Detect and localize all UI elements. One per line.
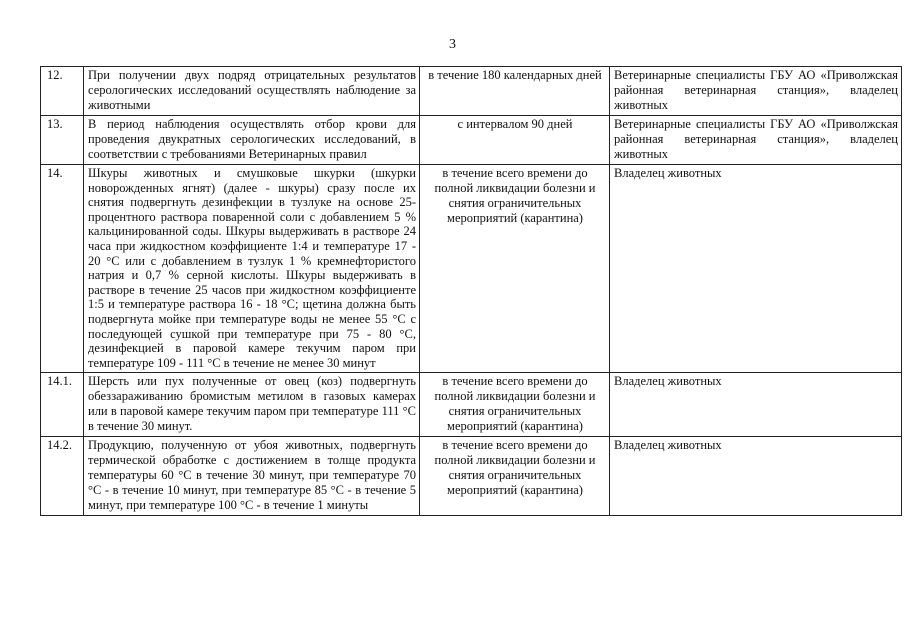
measures-table — [40, 66, 902, 516]
table-row — [41, 67, 902, 116]
measure-description: Шкуры животных и смушковые шкурки (шкурки новорожденных ягнят) (далее - шкуры) сразу после их снятия подвергнуть дезинфекции в тузлуке на основе 25-процентного раствора поваренной соли с добавлением 5 % кальцинированной соды. Шкуры выдерживать в растворе 24 часа при жидкостном коэффициенте 1:4 и температуре 17 - 20 °С или с добавлением в тузлук 1 % кремнефтористого натрия и 0,7 % серной кислоты. Шкуры выдерживать в растворе в течение 25 часов при жидкостном коэффициенте 1:5 и температуре раствора 16 - 18 °С; щетина должна быть подвергнута мойке при температуре воды не менее 55 °С с последующей сушкой при температуре при 75 - 80 °С, дезинфекцией в паровой камере текучим паром при температуре 109 - 111 °С в течение не менее 30 минут — [84, 165, 420, 373]
row-number: 14. — [41, 165, 84, 373]
row-number: 13. — [41, 116, 84, 165]
measure-description: В период наблюдения осуществлять отбор крови для проведения двукратных серологических исследований, в соответствии с требованиями Ветеринарных правил — [84, 116, 420, 165]
measure-responsible: Владелец животных — [610, 437, 902, 516]
table-row — [41, 437, 902, 516]
table-row — [41, 116, 902, 165]
measure-description: При получении двух подряд отрицательных результатов серологических исследований осуществлять наблюдение за животными — [84, 67, 420, 116]
row-number: 14.2. — [41, 437, 84, 516]
row-number: 14.1. — [41, 373, 84, 437]
measure-description: Шерсть или пух полученные от овец (коз) подвергнуть обеззараживанию бромистым метилом в газовых камерах или в паровой камере текучим паром при температуре 111 °С в течение 30 минут. — [84, 373, 420, 437]
measure-responsible: Владелец животных — [610, 165, 902, 373]
measure-term: с интервалом 90 дней — [420, 116, 610, 165]
row-number: 12. — [41, 67, 84, 116]
measure-responsible: Ветеринарные специалисты ГБУ АО «Приволжская районная ветеринарная станция», владелец животных — [610, 67, 902, 116]
measure-responsible: Владелец животных — [610, 373, 902, 437]
measure-term: в течение всего времени до полной ликвидации болезни и снятия ограничительных мероприятий (карантина) — [420, 437, 610, 516]
measure-responsible: Ветеринарные специалисты ГБУ АО «Приволжская районная ветеринарная станция», владелец животных — [610, 116, 902, 165]
measure-term: в течение 180 календарных дней — [420, 67, 610, 116]
page-number: 3 — [449, 37, 456, 52]
measure-term: в течение всего времени до полной ликвидации болезни и снятия ограничительных мероприятий (карантина) — [420, 165, 610, 373]
table-row — [41, 373, 902, 437]
measure-term: в течение всего времени до полной ликвидации болезни и снятия ограничительных мероприятий (карантина) — [420, 373, 610, 437]
table-row — [41, 165, 902, 373]
measure-description: Продукцию, полученную от убоя животных, подвергнуть термической обработке с достижением в толще продукта температуры 60 °С в течение 30 минут, при температуре 70 °С - в течение 10 минут, при температуре 85 °С - в течение 5 минут, при температуре 100 °С - в течение 1 минуты — [84, 437, 420, 516]
